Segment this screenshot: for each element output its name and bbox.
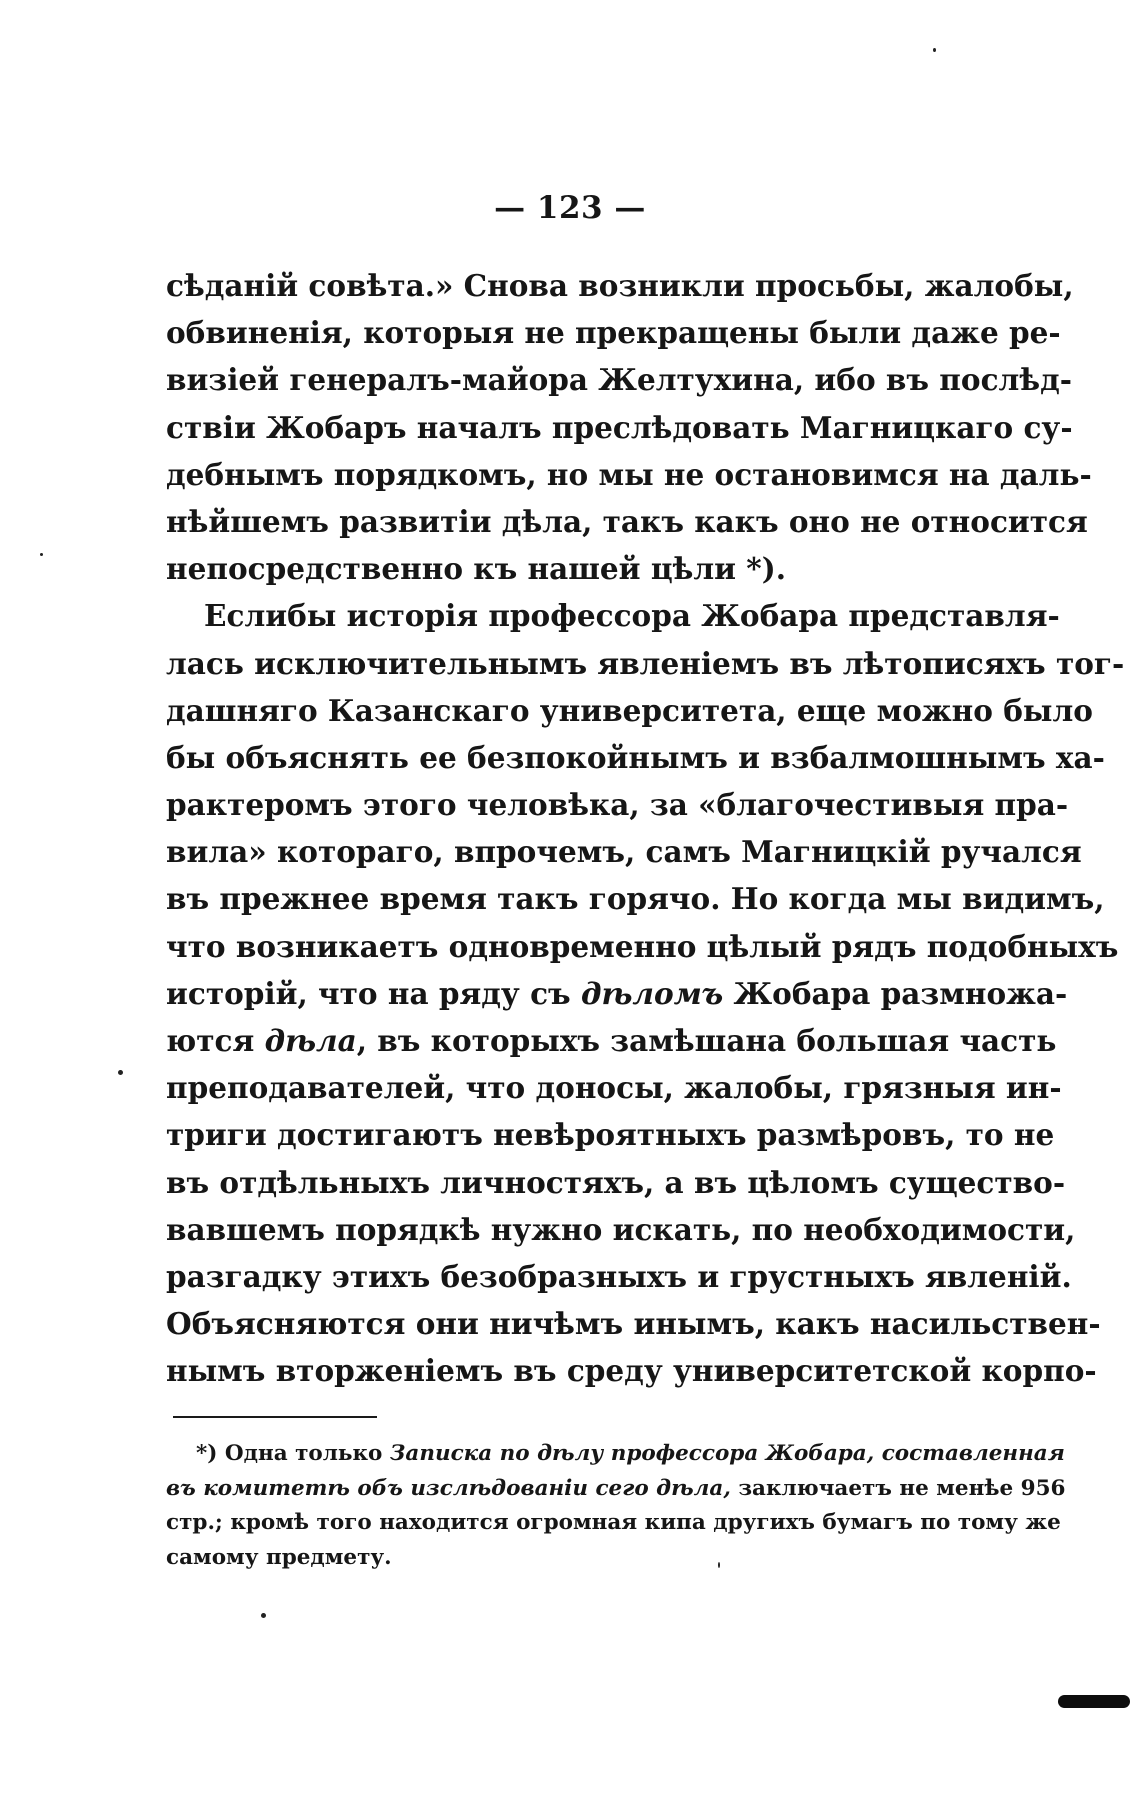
text-line: вавшемъ порядкѣ нужно искать, по необходимости, <box>166 1211 1076 1247</box>
footnote-line <box>166 1437 1065 1472</box>
text-line: Объясняются они ничѣмъ инымъ, какъ насильствен- <box>166 1306 1101 1342</box>
text-line: ствіи Жобаръ началъ преслѣдовать Магницкаго су- <box>166 409 1073 445</box>
text-line: нѣйшемъ развитіи дѣла, такъ какъ оно не относится <box>166 503 1088 539</box>
text-line: вила» котораго, впрочемъ, самъ Магницкій ручался <box>166 834 1082 870</box>
text-fragment: исторій, что на ряду съ <box>166 975 581 1011</box>
italic-term: дѣла <box>264 1023 357 1058</box>
text-line: рактеромъ этого человѣка, за «благочестивыя пра- <box>166 787 1069 823</box>
scan-speck <box>718 1562 720 1568</box>
text-line: дашняго Казанскаго университета, еще можно было <box>166 692 1093 728</box>
italic-title: въ комитетѣ объ изслѣдованіи сего дѣла, <box>166 1475 731 1501</box>
text-line: нымъ вторженіемъ въ среду университетской корпо- <box>166 1353 1097 1389</box>
text-line: визіей генералъ-майора Желтухина, ибо въ послѣд- <box>166 362 1072 398</box>
text-line: триги достигаютъ невѣроятныхъ размѣровъ, то не <box>166 1117 1055 1153</box>
text-line: бы объяснять ее безпокойнымъ и взбалмошнымъ ха- <box>166 739 1105 775</box>
text-fragment: Жобара размножа- <box>723 975 1068 1011</box>
footnote-line: стр.; кромѣ того находится огромная кипа другихъ бумагъ по тому же <box>166 1510 1061 1535</box>
text-line: непосредственно къ нашей цѣли *). <box>166 551 786 587</box>
scan-edge-mark <box>1058 1695 1130 1708</box>
page-number: — 123 — <box>494 190 646 226</box>
text-line: что возникаетъ одновременно цѣлый рядъ подобныхъ <box>166 928 1119 964</box>
scan-speck <box>118 1070 123 1075</box>
text-line <box>166 1017 1057 1064</box>
text-fragment: заключаетъ не менѣе 956 <box>730 1475 1066 1501</box>
text-line <box>166 970 1068 1017</box>
body-text <box>166 262 1125 1395</box>
footnote-divider <box>173 1416 377 1418</box>
footnote-line <box>166 1472 1066 1507</box>
italic-term: дѣломъ <box>580 975 724 1011</box>
text-fragment: ются <box>166 1023 265 1058</box>
text-fragment: , въ которыхъ замѣшана большая часть <box>356 1023 1057 1058</box>
footnote <box>166 1437 1066 1575</box>
scan-speck <box>933 48 936 52</box>
scan-speck <box>40 553 43 556</box>
text-line: дебнымъ порядкомъ, но мы не остановимся на даль- <box>166 456 1092 492</box>
text-line: разгадку этихъ безобразныхъ и грустныхъ явленій. <box>166 1258 1072 1294</box>
text-line: преподавателей, что доносы, жалобы, грязныя ин- <box>166 1070 1062 1106</box>
italic-title: Записка по дѣлу профессора Жобара, составленная <box>389 1441 1065 1466</box>
paragraph-first-line: Еслибы исторія профессора Жобара представля- <box>204 598 1060 634</box>
text-line: обвиненія, которыя не прекращены были даже ре- <box>166 315 1061 351</box>
text-line: сѣданій совѣта.» Снова возникли просьбы, жалобы, <box>166 268 1074 303</box>
scan-speck <box>261 1613 266 1618</box>
text-line: лась исключительнымъ явленіемъ въ лѣтописяхъ тог- <box>166 645 1125 681</box>
text-line: въ прежнее время такъ горячо. Но когда мы видимъ, <box>166 881 1105 917</box>
text-fragment: *) Одна только <box>196 1441 390 1466</box>
text-line: въ отдѣльныхъ личностяхъ, а въ цѣломъ существо- <box>166 1164 1066 1200</box>
footnote-line: самому предмету. <box>166 1544 392 1570</box>
